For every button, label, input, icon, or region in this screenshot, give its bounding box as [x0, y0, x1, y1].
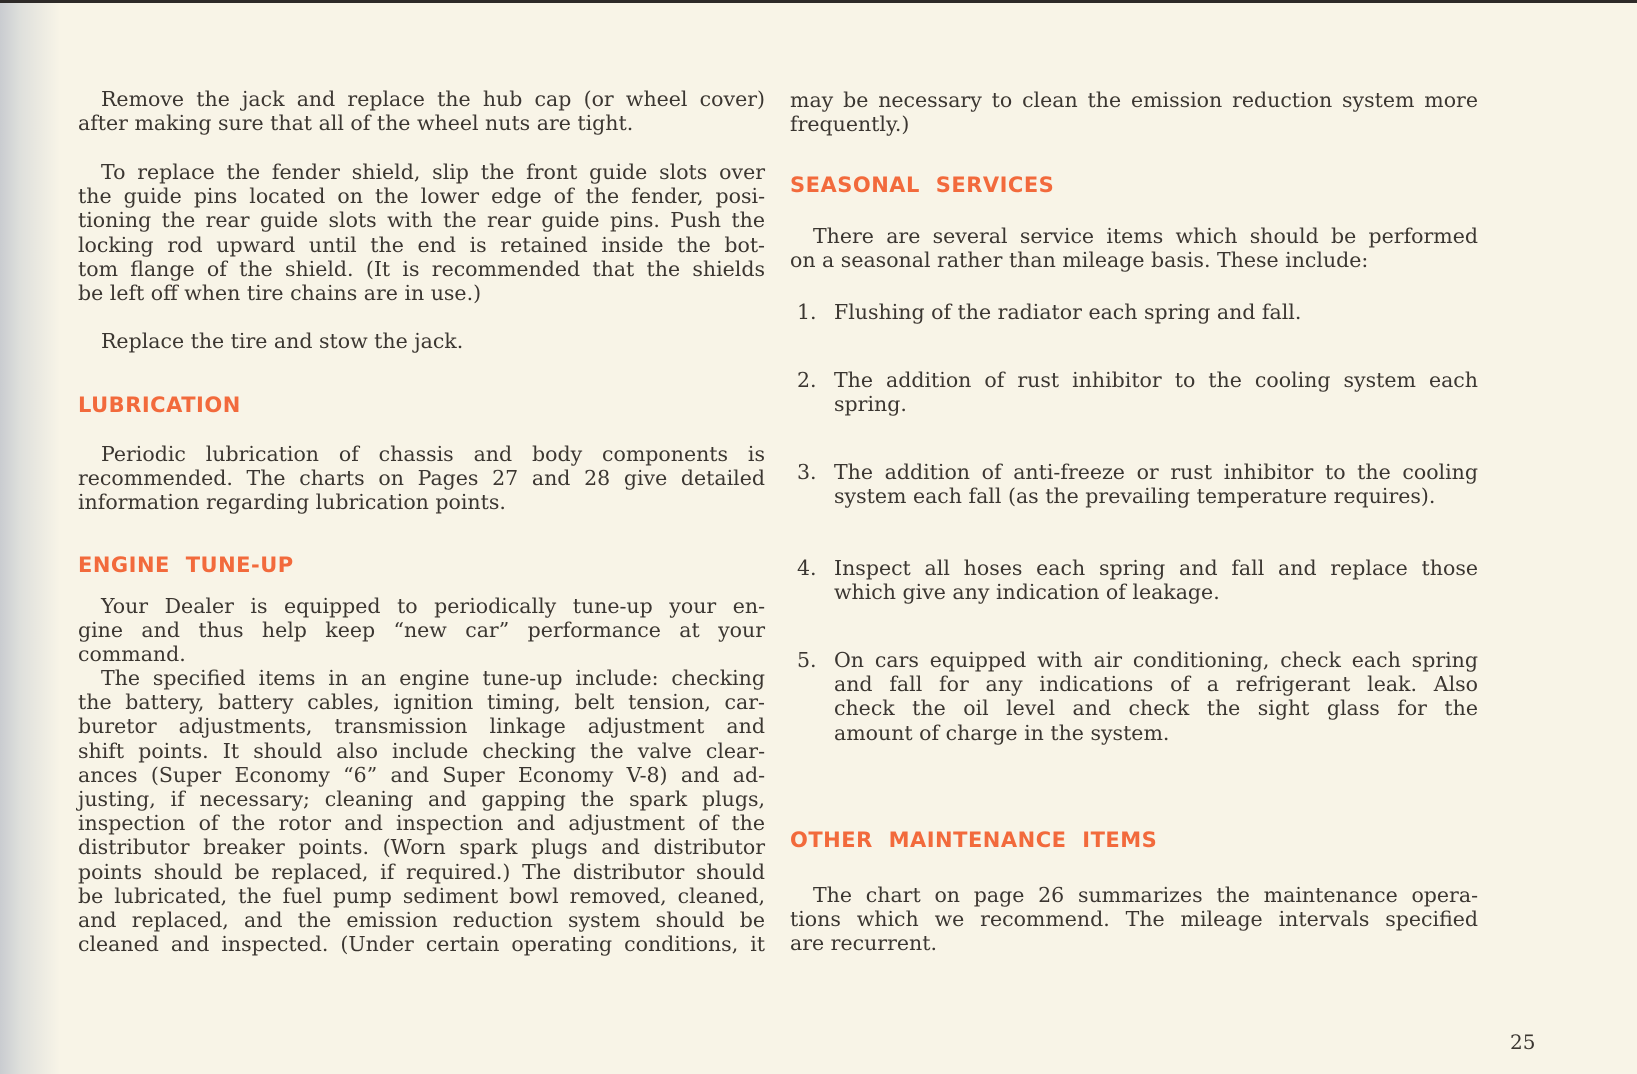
- text-line: spring.: [834, 392, 907, 417]
- list-item-text: [834, 556, 1478, 604]
- text-line: Replace the tire and stow the jack.: [101, 329, 464, 353]
- list-item-number: 5.: [797, 648, 817, 672]
- text-line: and replaced, and the emission reduction system should be: [78, 907, 765, 932]
- text-line: system each fall (as the prevailing temperature requires).: [834, 484, 1436, 509]
- text-line: Flushing of the radiator each spring and fall.: [834, 300, 1302, 324]
- text-line: amount of charge in the system.: [834, 720, 1170, 745]
- page-gutter-shadow: [0, 0, 60, 1074]
- text-line: justing, if necessary; cleaning and gapping the spark plugs,: [78, 786, 765, 811]
- text-line: are recurrent.: [790, 931, 937, 956]
- text-line: after making sure that all of the wheel nuts are tight.: [78, 111, 634, 136]
- text-line: cleaned and inspected. (Under certain operating conditions, it: [78, 932, 765, 957]
- page-number: 25: [1510, 1030, 1536, 1054]
- text-line: locking rod upward until the end is retained inside the bot-: [78, 232, 765, 257]
- heading-engine-tune-up: ENGINE TUNE-UP: [78, 553, 294, 577]
- paragraph-seasonal-intro: [790, 224, 1478, 272]
- paragraph-jack-removal: [78, 87, 765, 135]
- text-line: Inspect all hoses each spring and fall and replace those: [834, 556, 1478, 580]
- heading-other-maintenance-items: OTHER MAINTENANCE ITEMS: [790, 828, 1158, 852]
- list-item-number: 4.: [797, 556, 817, 580]
- text-line: inspection of the rotor and inspection and adjustment of the: [78, 811, 765, 836]
- text-line: distributor breaker points. (Worn spark plugs and distributor: [78, 835, 765, 860]
- text-line: and fall for any indications of a refrigerant leak. Also: [834, 672, 1478, 697]
- text-line: The chart on page 26 summarizes the maintenance opera-: [813, 883, 1478, 907]
- list-item-number: 3.: [797, 460, 817, 484]
- paragraph-maintenance-chart: [790, 883, 1478, 956]
- text-line: may be necessary to clean the emission reduction system more: [790, 88, 1478, 112]
- text-line: The addition of rust inhibitor to the cooling system each: [834, 368, 1478, 392]
- list-item-number: 2.: [797, 368, 817, 392]
- text-line: frequently.): [790, 112, 910, 137]
- text-line: ances (Super Economy “6” and Super Economy V-8) and ad-: [78, 762, 765, 787]
- heading-seasonal-services: SEASONAL SERVICES: [790, 173, 1055, 197]
- text-line: gine and thus help keep “new car” performance at your: [78, 618, 765, 643]
- text-line: check the oil level and check the sight glass for the: [834, 696, 1478, 721]
- text-line: tions which we recommend. The mileage intervals specified: [790, 907, 1478, 932]
- text-line: the guide pins located on the lower edge of the fender, posi-: [78, 184, 765, 209]
- page-top-edge: [0, 0, 1637, 3]
- text-line: points should be replaced, if required.) The distributor should: [78, 859, 765, 884]
- paragraph-fender-shield: [78, 160, 765, 305]
- text-line: tioning the rear guide slots with the rear guide pins. Push the: [78, 208, 765, 233]
- text-line: the battery, battery cables, ignition timing, belt tension, car-: [78, 690, 765, 715]
- heading-lubrication: LUBRICATION: [78, 393, 241, 417]
- text-line: information regarding lubrication points.: [78, 490, 506, 515]
- text-line: command.: [78, 642, 186, 667]
- text-line: tom flange of the shield. (It is recommended that the shields: [78, 256, 765, 281]
- text-line: buretor adjustments, transmission linkage adjustment and: [78, 714, 765, 739]
- text-line: The addition of anti-freeze or rust inhibitor to the cooling: [834, 460, 1478, 484]
- text-line: be left off when tire chains are in use.): [78, 280, 482, 305]
- list-item-text: [834, 300, 1478, 324]
- text-line: To replace the fender shield, slip the front guide slots over: [101, 160, 765, 184]
- text-line: The specified items in an engine tune-up include: checking: [101, 666, 765, 690]
- list-item-text: [834, 368, 1478, 416]
- paragraph-stow-jack: [78, 329, 765, 353]
- paragraph-tune-up-items: [78, 666, 765, 956]
- list-item-text: [834, 648, 1478, 745]
- text-line: Remove the jack and replace the hub cap (or wheel cover): [101, 87, 765, 111]
- paragraph-lubrication: [78, 442, 765, 515]
- text-line: There are several service items which should be performed: [813, 224, 1478, 248]
- text-line: On cars equipped with air conditioning, check each spring: [834, 648, 1478, 672]
- list-item-number: 1.: [797, 300, 817, 324]
- list-item-text: [834, 460, 1478, 508]
- text-line: be lubricated, the fuel pump sediment bowl removed, cleaned,: [78, 883, 765, 908]
- paragraph-dealer: [78, 594, 765, 667]
- paragraph-emission-continued: [790, 88, 1478, 136]
- text-line: Periodic lubrication of chassis and body components is: [101, 442, 765, 466]
- text-line: on a seasonal rather than mileage basis. These include:: [790, 248, 1369, 273]
- text-line: Your Dealer is equipped to periodically tune-up your en-: [101, 594, 765, 618]
- text-line: which give any indication of leakage.: [834, 580, 1220, 605]
- text-line: shift points. It should also include checking the valve clear-: [78, 738, 765, 763]
- text-line: recommended. The charts on Pages 27 and 28 give detailed: [78, 466, 765, 491]
